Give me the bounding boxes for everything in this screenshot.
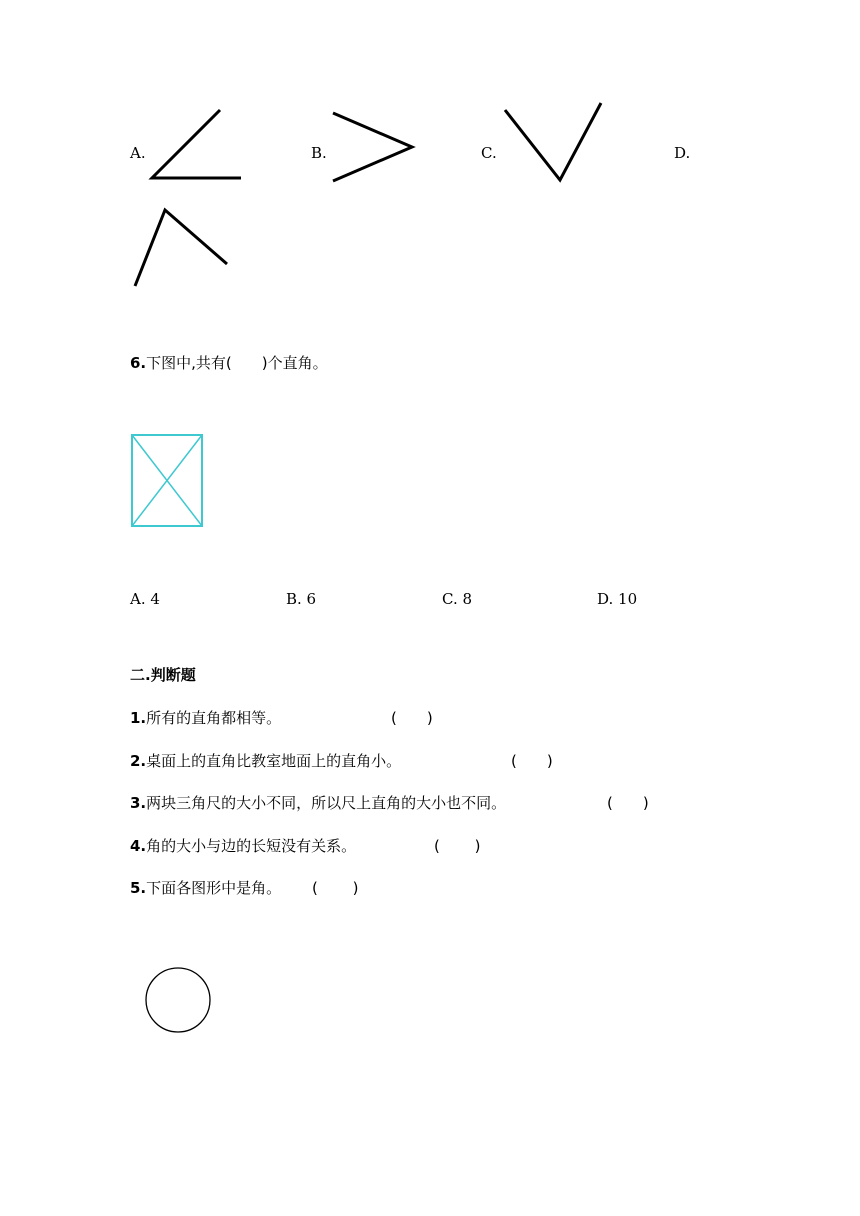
judge-item-1: 1.所有的直角都相等。 <box>130 709 282 727</box>
question-6 <box>130 352 328 373</box>
option-c-label: C. <box>481 144 497 162</box>
answer-blank[interactable]: ( ) <box>434 837 481 855</box>
answer-blank[interactable]: ( ) <box>511 752 553 770</box>
option-a-label: A. <box>130 144 146 162</box>
section-heading: 二.判断题 <box>130 666 196 684</box>
circle-icon <box>146 968 210 1032</box>
q6-option-c: C. 8 <box>442 590 473 608</box>
angle-b-icon <box>333 113 412 181</box>
judge-item-3: 3.两块三角尺的大小不同，所以尺上直角的大小也不同。 <box>130 794 507 812</box>
option-b-label: B. <box>311 144 327 162</box>
answer-blank[interactable]: ( ) <box>607 794 649 812</box>
answer-blank[interactable]: ( ) <box>391 709 433 727</box>
question-text: 下图中,共有( )个直角。 <box>146 354 328 372</box>
q6-option-a: A. 4 <box>130 590 160 608</box>
judge-item-4: 4.角的大小与边的长短没有关系。 <box>130 837 357 855</box>
angle-c-icon <box>505 103 601 180</box>
q6-option-b: B. 6 <box>286 590 317 608</box>
judge-item-5: 5.下面各图形中是角。 <box>130 879 282 897</box>
option-d-label: D. <box>674 144 691 162</box>
judge-item-2: 2.桌面上的直角比教室地面上的直角小。 <box>130 752 402 770</box>
q6-option-d: D. 10 <box>597 590 638 608</box>
angle-a-icon <box>152 110 241 178</box>
question-number: 6. <box>130 354 147 372</box>
angle-d-icon <box>135 210 227 286</box>
answer-blank[interactable]: ( ) <box>312 879 359 897</box>
rectangle-diagonals-figure <box>130 433 204 528</box>
circle-figure <box>144 967 212 1035</box>
